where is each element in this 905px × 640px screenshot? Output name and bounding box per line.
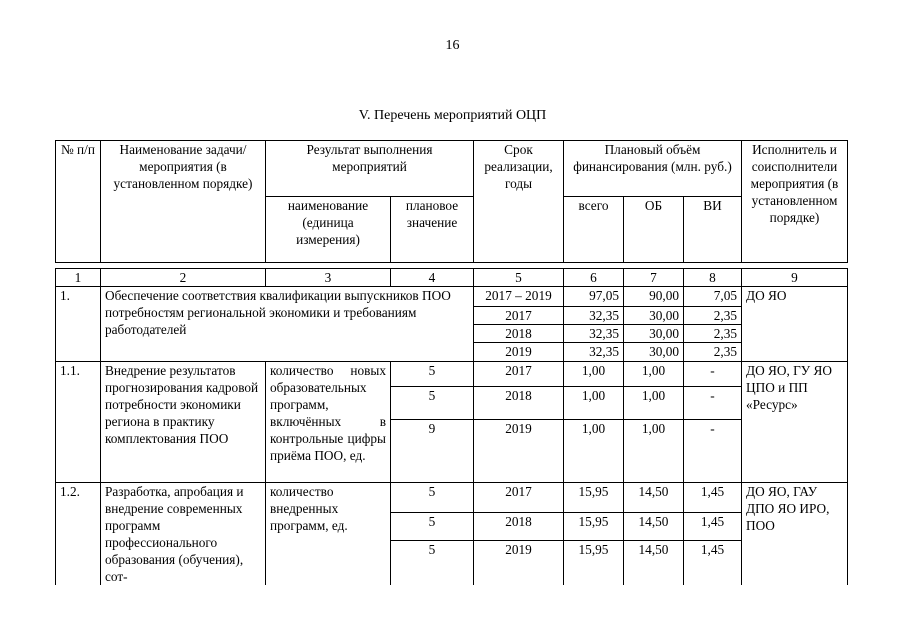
column-number-row [56,269,848,287]
header-num: № п/п [56,141,101,263]
row-total: 1,00 [564,387,624,420]
row-ob: 1,00 [624,387,684,420]
col-num-6: 6 [564,269,624,287]
row-result-value: 5 [391,362,474,387]
row-total: 15,95 [564,483,624,513]
row-ob: 1,00 [624,420,684,483]
row-vi: 1,45 [684,540,742,585]
col-num-3: 3 [266,269,391,287]
row-total: 1,00 [564,362,624,387]
header-finance: Плановый объём финансирования (млн. руб.) [564,141,742,197]
header-term: Срок реализации, годы [474,141,564,263]
row-vi: 2,35 [684,325,742,343]
row-executor: ДО ЯО, ГУ ЯО ЦПО и ПП «Ресурс» [742,362,848,483]
header-vi: ВИ [684,197,742,263]
table-row [56,483,848,513]
header-ob: ОБ [624,197,684,263]
row-ob: 14,50 [624,540,684,585]
row-vi: - [684,362,742,387]
table-row [56,362,848,387]
row-ob: 30,00 [624,343,684,362]
row-year: 2019 [474,343,564,362]
table-body [55,268,848,585]
row-year: 2019 [474,420,564,483]
col-num-2: 2 [101,269,266,287]
row-result-value: 5 [391,483,474,513]
row-num: 1.1. [56,362,101,483]
table-row [56,287,848,307]
row-total: 32,35 [564,325,624,343]
row-vi: 7,05 [684,287,742,307]
header-executor: Исполнитель и соисполнители мероприятия (в установленном порядке) [742,141,848,263]
row-task: Внедрение результатов прогнозирования кадровой потребности экономики региона в практику комплектования ПОО [101,362,266,483]
row-ob: 30,00 [624,325,684,343]
row-vi: 1,45 [684,513,742,541]
row-num: 1.2. [56,483,101,586]
header-result: Результат выполнения мероприятий [266,141,474,197]
col-num-4: 4 [391,269,474,287]
table-header [55,140,848,263]
row-vi: 2,35 [684,307,742,325]
header-result-value: плановое значение [391,197,474,263]
row-result-value: 5 [391,540,474,585]
row-ob: 14,50 [624,513,684,541]
row-year: 2017 [474,362,564,387]
row-vi: - [684,387,742,420]
row-total: 15,95 [564,513,624,541]
row-total: 32,35 [564,307,624,325]
row-total: 1,00 [564,420,624,483]
header-result-name: наименование (единица измерения) [266,197,391,263]
page-number: 16 [445,38,460,53]
col-num-9: 9 [742,269,848,287]
row-result-name: количество новых образовательных программ, включённых в контрольные цифры приёма ПОО, ед. [266,362,391,483]
header-task: Наименование задачи/мероприятия (в установленном порядке) [101,141,266,263]
header-total: всего [564,197,624,263]
row-task: Обеспечение соответствия квалификации выпускников ПОО потребностям региональной экономики и требованиям работодателей [101,287,474,362]
row-result-value: 5 [391,387,474,420]
row-vi: - [684,420,742,483]
row-result-value: 5 [391,513,474,541]
row-total: 15,95 [564,540,624,585]
row-year: 2017 [474,483,564,513]
row-year: 2019 [474,540,564,585]
row-vi: 1,45 [684,483,742,513]
col-num-5: 5 [474,269,564,287]
row-result-name: количество внедренных программ, ед. [266,483,391,586]
row-year: 2018 [474,325,564,343]
row-total: 97,05 [564,287,624,307]
col-num-8: 8 [684,269,742,287]
row-ob: 14,50 [624,483,684,513]
row-num: 1. [56,287,101,362]
col-num-7: 7 [624,269,684,287]
row-executor: ДО ЯО [742,287,848,362]
row-ob: 90,00 [624,287,684,307]
col-num-1: 1 [56,269,101,287]
row-year: 2018 [474,387,564,420]
row-year: 2018 [474,513,564,541]
section-title: V. Перечень мероприятий ОЦП [358,108,547,123]
row-result-value: 9 [391,420,474,483]
row-year: 2017 [474,307,564,325]
row-vi: 2,35 [684,343,742,362]
row-ob: 30,00 [624,307,684,325]
row-year: 2017 – 2019 [474,287,564,307]
row-executor: ДО ЯО, ГАУ ДПО ЯО ИРО, ПОО [742,483,848,586]
row-ob: 1,00 [624,362,684,387]
row-task: Разработка, апробация и внедрение современных программ профессионального образования (обучения), сот- [101,483,266,586]
row-total: 32,35 [564,343,624,362]
